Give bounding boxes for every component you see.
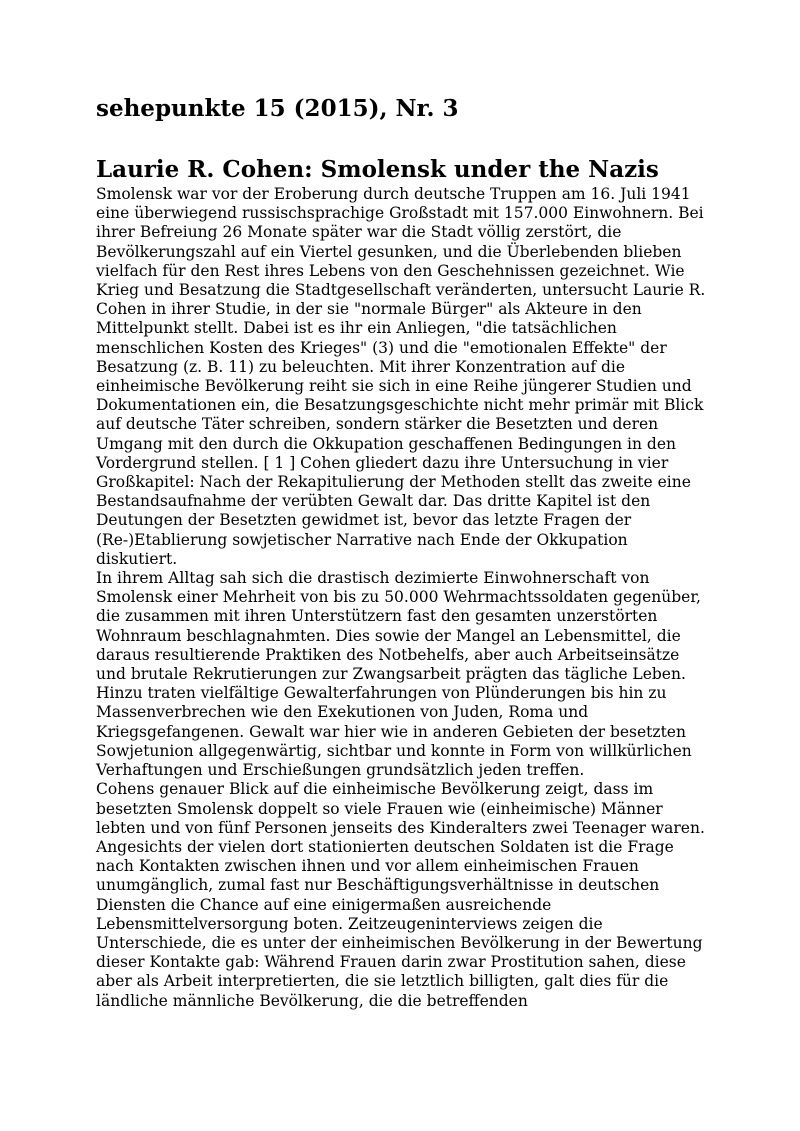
document-page — [96, 94, 708, 1011]
paragraph: Cohens genauer Blick auf die einheimische Bevölkerung zeigt, dass im besetzten Smolensk doppelt so viele Frauen wie (einheimische) Männer lebten und von fünf Personen jenseits des Kinderalters zwei Teenager waren. Angesichts der vielen dort stationierten deutschen Soldaten ist die Frage nach Kontakten zwischen ihnen und vor allem einheimischen Frauen unumgänglich, zumal fast nur Beschäftigungsverhältnisse in deutschen Diensten die Chance auf eine einigermaßen ausreichende Lebensmittelversorgung boten. Zeitzeugeninterviews zeigen die Unterschiede, die es unter der einheimischen Bevölkerung in der Bewertung dieser Kontakte gab: Während Frauen darin zwar Prostitution sahen, diese aber als Arbeit interpretierten, die sie letztlich billigten, galt dies für die ländliche männliche Bevölkerung, die die betreffenden — [96, 780, 705, 1010]
article-title: Laurie R. Cohen: Smolensk under the Nazis — [96, 156, 659, 183]
paragraph: Smolensk war vor der Eroberung durch deutsche Truppen am 16. Juli 1941 eine überwiegend russischsprachige Großstadt mit 157.000 Einwohnern. Bei ihrer Befreiung 26 Monate später war die Stadt völlig zerstört, die Bevölkerungszahl auf ein Viertel gesunken, und die Überlebenden blieben vielfach für den Rest ihres Lebens von den Geschehnissen gezeichnet. Wie Krieg und Besatzung die Stadtgesellschaft veränderten, untersucht Laurie R. Cohen in ihrer Studie, in der sie "normale Bürger" als Akteure in den Mittelpunkt stellt. Dabei ist es ihr ein Anliegen, "die tatsächlichen menschlichen Kosten des Krieges" (3) und die "emotionalen Effekte" der Besatzung (z. B. 11) zu beleuchten. Mit ihrer Konzentration auf die einheimische Bevölkerung reiht sie sich in eine Reihe jüngerer Studien und Dokumentationen ein, die Besatzungsgeschichte nicht mehr primär mit Blick auf deutsche Täter schreiben, sondern stärker die Besetzten und deren Umgang mit den durch die Okkupation geschaffenen Bedingungen in den Vordergrund stellen. [ 1 ] Cohen gliedert dazu ihre Untersuchung in vier Großkapitel: Nach der Rekapitulierung der Methoden stellt das zweite eine Bestandsaufnahme der verübten Gewalt dar. Das dritte Kapitel ist den Deutungen der Besetzten gewidmet ist, bevor das letzte Fragen der (Re-)Etablierung sowjetischer Narrative nach Ende der Okkupation diskutiert. — [96, 185, 706, 568]
article-body — [96, 185, 708, 1011]
paragraph: In ihrem Alltag sah sich die drastisch dezimierte Einwohnerschaft von Smolensk einer Mehrheit von bis zu 50.000 Wehrmachtssoldaten gegenüber, die zusammen mit ihren Unterstützern fast den gesamten unzerstörten Wohnraum beschlagnahmten. Dies sowie der Mangel an Lebensmittel, die daraus resultierende Praktiken des Notbehelfs, aber auch Arbeitseinsätze und brutale Rekrutierungen zur Zwangsarbeit prägten das tägliche Leben. Hinzu traten vielfältige Gewalterfahrungen von Plünderungen bis hin zu Massenverbrechen wie den Exekutionen von Juden, Roma und Kriegsgefangenen. Gewalt war hier wie in anderen Gebieten der besetzten Sowjetunion allgegenwärtig, sichtbar und konnte in Form von willkürlichen Verhaftungen und Erschießungen grundsätzlich jeden treffen. — [96, 569, 701, 780]
journal-heading: sehepunkte 15 (2015), Nr. 3 — [96, 95, 459, 122]
